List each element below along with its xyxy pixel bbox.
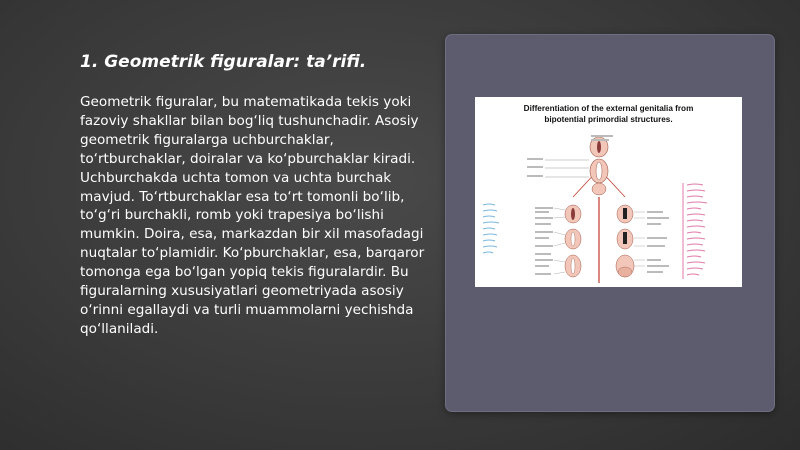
slide-title: 1. Geometrik figuralar: ta’rifi.: [80, 52, 367, 72]
diagram-image: [475, 97, 742, 287]
slide-body-text: Geometrik figuralar, bu matematikada tekis yoki fazoviy shakllar bilan bog‘liq tushunchadir. Asosiy geometrik figuralarga uchburchaklar, to‘rtburchaklar, doiralar va ko‘pburchaklar kiradi. Uchburchakda uchta tomon va uchta burchak mavjud. To‘rtburchaklar esa to‘rt tomonli bo‘lib, to‘g‘ri burchakli, romb yoki trapesiya bo‘lishi mumkin. Doira, esa, markazdan bir xil masofadagi nuqtalar to‘plamidir. Ko‘pburchaklar, esa, barqaror tomonga ega bo‘lgan yopiq tekis figuralardir. Bu figuralarning xususiyatlari geometriyada asosiy o‘rinni egallaydi va turli muammolarni yechishda qo‘llaniladi.: [80, 94, 425, 337]
diagram-title: [475, 103, 742, 125]
genitalia-differentiation-diagram: [475, 97, 742, 287]
diagram-title-line-1: Differentiation of the external genitalia from: [523, 104, 694, 113]
diagram-title-line-2: bipotential primordial structures.: [544, 115, 673, 124]
